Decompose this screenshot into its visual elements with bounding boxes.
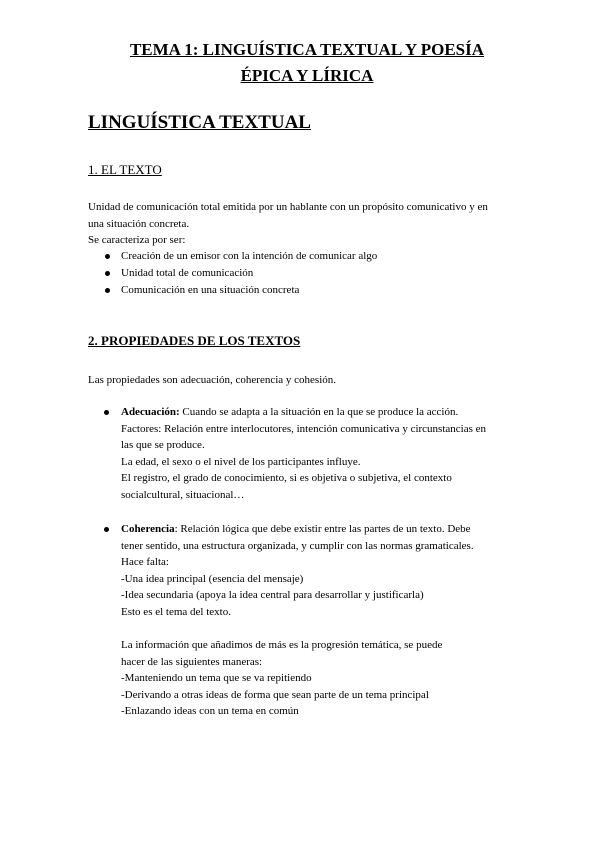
adecuacion-line: La edad, el sexo o el nivel de los participantes influye. bbox=[121, 455, 361, 468]
coherencia-block bbox=[121, 521, 533, 620]
bullet-icon bbox=[104, 410, 109, 415]
subsection-heading-propiedades: 2. PROPIEDADES DE LOS TEXTOS bbox=[88, 333, 301, 348]
adecuacion-term: Adecuación: bbox=[121, 406, 180, 418]
coherencia-line-1 bbox=[121, 521, 533, 538]
characteristics-intro: Se caracteriza por ser: bbox=[88, 234, 186, 246]
progression-line: -Manteniendo un tema que se va repitiendo bbox=[121, 672, 312, 684]
adecuacion-line: El registro, el grado de conocimiento, si es objetiva o subjetiva, el contexto bbox=[121, 472, 452, 484]
coherencia-line: -Una idea principal (esencia del mensaje) bbox=[121, 572, 304, 585]
coherencia-definition: : Relación lógica que debe existir entre las partes de un texto. Debe bbox=[174, 523, 471, 535]
definition-line-2: una situación concreta. bbox=[88, 217, 190, 230]
list-item: Creación de un emisor con la intención de comunicar algo bbox=[88, 248, 533, 265]
adecuacion-definition: Cuando se adapta a la situación en la que se produce la acción. bbox=[179, 406, 459, 418]
bullet-icon bbox=[104, 527, 109, 532]
coherencia-line: Esto es el tema del texto. bbox=[121, 605, 231, 618]
coherencia-line: Hace falta: bbox=[121, 556, 169, 568]
list-item: Unidad total de comunicación bbox=[88, 265, 533, 282]
progression-line: La información que añadimos de más es la progresión temática, se puede bbox=[121, 639, 443, 651]
progression-line: hacer de las siguientes maneras: bbox=[121, 655, 263, 668]
list-item: Comunicación en una situación concreta bbox=[88, 282, 533, 299]
characteristics-list bbox=[88, 248, 533, 299]
adecuacion-line-1 bbox=[121, 404, 533, 421]
properties-intro: Las propiedades son adecuación, coherencia y cohesión. bbox=[88, 374, 337, 386]
progression-line: -Enlazando ideas con un tema en común bbox=[121, 705, 299, 717]
definition-line-1: Unidad de comunicación total emitida por un hablante con un propósito comunicativo y en bbox=[88, 201, 488, 213]
text-definition bbox=[88, 199, 533, 249]
adecuacion-line: socialcultural, situacional… bbox=[121, 488, 245, 501]
adecuacion-block bbox=[121, 404, 533, 503]
adecuacion-line: las que se produce. bbox=[121, 439, 205, 451]
coherencia-line: tener sentido, una estructura organizada, y cumplir con las normas gramaticales. bbox=[121, 539, 474, 552]
title-line-2: ÉPICA Y LÍRICA bbox=[240, 66, 374, 85]
coherencia-term: Coherencia bbox=[121, 523, 175, 535]
subsection-heading-el-texto: 1. EL TEXTO bbox=[88, 162, 162, 177]
title-line-1: TEMA 1: LINGUÍSTICA TEXTUAL Y POESÍA bbox=[129, 40, 485, 59]
coherencia-line: -Idea secundaria (apoya la idea central para desarrollar y justificarla) bbox=[121, 589, 424, 601]
progression-line: -Derivando a otras ideas de forma que sean parte de un tema principal bbox=[121, 688, 429, 701]
document-title bbox=[70, 37, 544, 89]
progression-block bbox=[121, 637, 533, 720]
section-heading: LINGUÍSTICA TEXTUAL bbox=[88, 112, 311, 133]
adecuacion-line: Factores: Relación entre interlocutores, intención comunicativa y circunstancias en bbox=[121, 422, 487, 435]
